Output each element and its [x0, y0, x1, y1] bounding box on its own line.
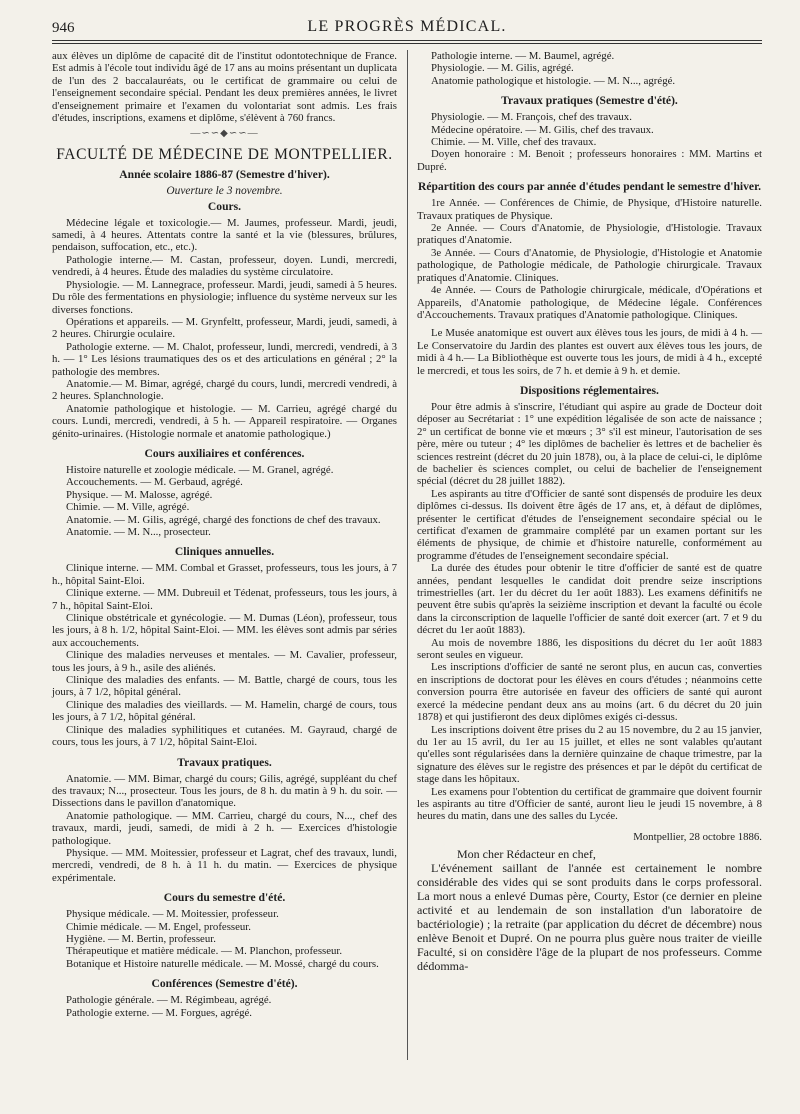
list-item: Physiologie. — M. Lannegrace, professeur. Mardi, jeudi, samedi à 5 heures. Du rôle des fermentations en physiologie; influence du système nerveux sur les diverses fonctions.: [52, 278, 397, 316]
dispositions-heading: Dispositions réglementaires.: [520, 383, 659, 397]
list-item: Physiologie. — M. François, chef des travaux.: [431, 111, 632, 124]
list-item: Histoire naturelle et zoologie médicale. — M. Granel, agrégé.: [66, 463, 334, 476]
list-item: 3e Année. — Cours d'Anatomie, de Physiologie, d'Histologie et Anatomie pathologique, de Pathologie médicale, de Pathologie chirurgicale. Travaux pratiques d'Anatomie. Cliniques.: [417, 246, 762, 284]
tp-ete-list: [417, 111, 762, 173]
letter-body: [417, 847, 762, 973]
conferences-ete-heading: Conférences (Semestre d'été).: [151, 977, 298, 991]
travaux-pratiques-list: [52, 773, 397, 885]
list-item: Anatomie.— M. Bimar, agrégé, chargé du cours, lundi, mercredi vendredi, à 2 heures. Splanchnologie.: [52, 377, 397, 403]
page-number: 946: [52, 20, 75, 36]
cliniques-heading: Cliniques annuelles.: [174, 545, 275, 559]
list-item: Pathologie interne. — M. Baumel, agrégé.: [431, 50, 615, 62]
letter-dateline: Montpellier, 28 octobre 1886.: [633, 830, 762, 843]
list-item: Accouchements. — M. Gerbaud, agrégé.: [66, 476, 243, 489]
list-item: Les examens pour l'obtention du certificat de grammaire que doivent fournir les aspirants au titre d'Officier de santé, auront lieu le jeudi 15 novembre, à 8 heures du matin, dans une des salles du Lycée.: [417, 785, 762, 823]
list-item: Hygiène. — M. Bertin, professeur.: [66, 932, 216, 945]
list-item: Clinique des maladies nerveuses et mentales. — M. Cavalier, professeur, tous les jours, à 9 h., asile des aliénés.: [52, 649, 397, 674]
list-item: Pathologie interne.— M. Castan, professeur, doyen. Lundi, mercredi, vendredi, à 4 heures. Étude des maladies du système circulatoire.: [52, 253, 397, 279]
list-item: Clinique obstétricale et gynécologie. — M. Dumas (Léon), professeur, tous les jours, à 8 h. 1/2, hôpital Saint-Eloi. — MM. les élèves sont admis par séries aux accouchements.: [52, 612, 397, 649]
list-item: Physique médicale. — M. Moitessier, professeur.: [66, 908, 279, 921]
header-rule: [52, 40, 762, 44]
musee-paragraph: Le Musée anatomique est ouvert aux élèves tous les jours, de midi à 4 h. — Le Conservatoire du Jardin des plantes est ouvert aux élèves tous les jours, de midi à 4 h.— La Bibliothèque est ouverte tous les jours, de midi à 4 h., excepté le mercredi, et tous les soirs, de 7 h. et demie à 9 h. et demie.: [417, 327, 762, 377]
list-item: Clinique des maladies des vieillards. — M. Hamelin, chargé de cours, tous les jours, à 7 1/2, hôpital général.: [52, 698, 397, 724]
list-item: 1re Année. — Conférences de Chimie, de Physique, d'Histoire naturelle. Travaux pratiques de Physique.: [417, 197, 762, 222]
conferences-ete-list: [52, 994, 397, 1019]
repartition-list: [417, 197, 762, 321]
repartition-heading: Répartition des cours par année d'études pendant le semestre d'hiver.: [417, 180, 762, 194]
list-item: Clinique des maladies syphilitiques et cutanées. M. Gayraud, chargé de cours, tous les jours, à 7 1/2, hôpital Saint-Eloi.: [52, 723, 397, 749]
list-item: Pathologie externe. — M. Forgues, agrégé.: [66, 1006, 253, 1019]
list-item: Anatomie pathologique. — MM. Carrieu, chargé du cours, N..., chef des travaux, mardi, jeudi, samedi, de midi à 2 h. — Exercices d'histologie pathologique.: [52, 809, 397, 847]
cours-heading: Cours.: [207, 199, 242, 213]
text-columns: [52, 50, 762, 1019]
list-item: Pathologie générale. — M. Régimbeau, agrégé.: [66, 994, 272, 1007]
right-column: [417, 50, 762, 1019]
list-item: Les inscriptions d'officier de santé ne seront plus, en aucun cas, converties en inscriptions de doctorat pour les élèves en cours d'études ; néanmoins cette conversion pourra être autorisée en faveur des officiers de santé qui auront exercé la médecine pendant deux ans au moins (art. 6 du décret du 20 juin 1878) et qui justifieront des deux diplômes exigés ci-dessus.: [417, 661, 762, 724]
list-item: Les inscriptions doivent être prises du 2 au 15 novembre, du 2 au 15 janvier, du 1er au 15 avril, du 1er au 15 juillet, et elles ne sont valables qu'autant qu'elles sont régularisées dans la dernière quinzaine de chaque trimestre, par la signature des élèves sur le registre des présences et par le dépôt du certificat de stage dans les hôpitaux.: [417, 723, 762, 786]
opening-date: Ouverture le 3 novembre.: [166, 185, 283, 198]
list-item: Clinique des maladies des enfants. — M. Battle, chargé de cours, tous les jours, à 7 1/2, hôpital général.: [52, 674, 397, 699]
list-item: Physique. — MM. Moitessier, professeur et Lagrat, chef des travaux, lundi, mercredi, vendredi, de 8 h. à 11 h. du matin. — Exercices de physique expérimentale.: [52, 846, 397, 884]
journal-title: LE PROGRÈS MÉDICAL.: [307, 18, 507, 35]
aux-list: [52, 464, 397, 538]
left-column: [52, 50, 397, 1019]
column-divider: [407, 50, 408, 1060]
list-item: Physiologie. — M. Gilis, agrégé.: [431, 62, 574, 75]
list-item: Opérations et appareils. — M. Grynfeltt, professeur, Mardi, jeudi, samedi, à 2 heures. Chirurgie oculaire.: [52, 315, 397, 341]
list-item: Pour être admis à s'inscrire, l'étudiant qui aspire au grade de Docteur doit déposer au Secrétariat : 1° une expédition légalisée de son acte de naissance ; 2° un certificat de bonne vie et mœurs ; 3° s'il est mineur, l'autorisation de ses père, mère ou tuteur ; 4° les diplômes de bachelier ès lettres et de bachelier ès sciences restreint (décret du 20 juin 1878), ou, à la place de celui-ci, le diplôme de bachelier ès sciences complet, ou celui de bachelier de l'enseignement spécial (décret du 28 juillet 1882).: [417, 400, 762, 488]
list-item: Doyen honoraire : M. Benoit ; professeurs honoraires : MM. Martins et Dupré.: [417, 148, 762, 173]
intro-paragraph: aux élèves un diplôme de capacité dit de l'institut odontotechnique de France. Est admis à l'école tout individu âgé de 17 ans au moins présentant un duplicata de l'un des 2 baccalauréats, ou le certificat de grammaire ou celui de l'enseignement secondaire spécial. Pendant les deux premières années, le livret d'enseignement primaire et l'examen du volontariat sont admis. Les frais d'études, inscriptions, examens et diplôme, s'élèvent à 760 francs.: [52, 50, 397, 125]
letter-paragraph: L'événement saillant de l'année est certainement le nombre considérable des vides qui se sont produits dans le corps professoral. La mort nous a enlevé Dumas père, Courty, Estor (ce dernier en pleine activité et au lendemain de son installation d'un laboratoire de bactériologie) ; la retraite (par application du décret de décembre) nous enlève Benoit et Dupré. On ne pourra plus guère nous traiter de vieille Faculté, si on considère l'âge de la plupart de nos professeurs. Comme dédomma-: [417, 861, 762, 974]
list-item: Anatomie. — MM. Bimar, chargé du cours; Gilis, agrégé, suppléant du chef des travaux; N..., prosecteur. Tous les jours, de 8 h. du matin à 9 h. du soir. — Dissections dans le pavillon d'anatomique.: [52, 772, 397, 810]
list-item: Anatomie. — M. N..., prosecteur.: [66, 526, 211, 538]
list-item: Clinique externe. — MM. Dubreuil et Tédenat, professeurs, tous les jours, à 7 h., hôpital Saint-Eloi.: [52, 587, 397, 612]
travaux-pratiques-heading: Travaux pratiques.: [177, 755, 272, 769]
faculty-title: FACULTÉ DE MÉDECINE DE MONTPELLIER.: [56, 145, 393, 163]
list-item: Physique. — M. Malosse, agrégé.: [66, 488, 213, 501]
cliniques-list: [52, 562, 397, 748]
semestre-ete-list: [52, 908, 397, 970]
list-item: 2e Année. — Cours d'Anatomie, de Physiologie, d'Histologie. Travaux pratiques d'Anatomie.: [417, 222, 762, 247]
list-item: Chimie médicale. — M. Engel, professeur.: [66, 920, 252, 933]
list-item: Botanique et Histoire naturelle médicale. — M. Mossé, chargé du cours.: [66, 957, 379, 970]
list-item: Clinique interne. — MM. Combal et Grasset, professeurs, tous les jours, à 7 h., hôpital Saint-Eloi.: [52, 562, 397, 587]
list-item: Pathologie externe. — M. Chalot, professeur, lundi, mercredi, vendredi, à 3 h. — 1° Les lésions traumatiques des os et des articulations en général ; 2° la pathologie des membres.: [52, 340, 397, 378]
semestre-ete-heading: Cours du semestre d'été.: [163, 891, 286, 905]
list-item: Anatomie pathologique et histologie. — M. Carrieu, agrégé chargé du cours. Lundi, mercredi, vendredi, à 5 h. — Appareil respiratoire. — Organes génito-urinaires. (Histologie normale et anatomie pathologique.): [52, 402, 397, 440]
list-item: Médecine opératoire. — M. Gilis, chef des travaux.: [431, 123, 654, 136]
list-item: Anatomie. — M. Gilis, agrégé, chargé des fonctions de chef des travaux.: [66, 513, 381, 526]
list-item: Au mois de novembre 1886, les dispositions du décret du 1er août 1883 seront seules en vigueur.: [417, 636, 762, 662]
ornament-divider: —∽∽◆∽∽—: [190, 128, 259, 140]
conferences-continued-list: [417, 50, 762, 87]
list-item: 4e Année. — Cours de Pathologie chirurgicale, médicale, d'Opérations et Appareils, d'Anatomie pathologique, de Médecine légale. Conférences d'Accouchements. Travaux pratiques d'Anatomie pathologique. Cliniques.: [417, 284, 762, 321]
cours-list: [52, 217, 397, 440]
list-item: Chimie. — M. Ville, chef des travaux.: [431, 136, 597, 149]
list-item: La durée des études pour obtenir le titre d'officier de santé est de quatre années, pendant lesquelles le candidat doit prendre seize inscriptions trimestrielles (art. 1er du décret du 1er août 1883). Les examens définitifs ne peuvent être subis qu'après la seizième inscription et devant la faculté ou école dans la circonscription de laquelle l'officier de santé doit exercer (art. 7 et 9 du décret du 1er août 1883).: [417, 562, 762, 637]
tp-ete-heading: Travaux pratiques (Semestre d'été).: [501, 94, 678, 108]
list-item: Chimie. — M. Ville, agrégé.: [66, 501, 190, 514]
list-item: Anatomie pathologique et histologie. — M. N..., agrégé.: [431, 74, 676, 87]
letter-salutation: Mon cher Rédacteur en chef,: [457, 847, 596, 862]
school-year-heading: Année scolaire 1886-87 (Semestre d'hiver).: [119, 168, 330, 182]
aux-heading: Cours auxiliaires et conférences.: [144, 446, 305, 460]
dispositions-list: [417, 401, 762, 823]
list-item: Médecine légale et toxicologie.— M. Jaumes, professeur. Mardi, jeudi, samedi, à 4 heures. Attentats contre la santé et la vie (blessures, brûlures, pendaison, suffocation, etc., etc.).: [52, 216, 397, 254]
list-item: Les aspirants au titre d'Officier de santé sont dispensés de produire les deux diplômes ci-dessus. Ils doivent être âgés de 17 ans, et, à défaut de diplômes, présenter le certificat d'études de l'enseignement secondaire spécial ou le certificat d'examen de grammaire complété par un examen portant sur les éléments de physique, de chimie et d'histoire naturelle, conformément au programme d'études de l'enseignement secondaire spécial.: [417, 487, 762, 562]
page-header: [52, 18, 762, 38]
list-item: Thérapeutique et matière médicale. — M. Planchon, professeur.: [66, 945, 343, 958]
